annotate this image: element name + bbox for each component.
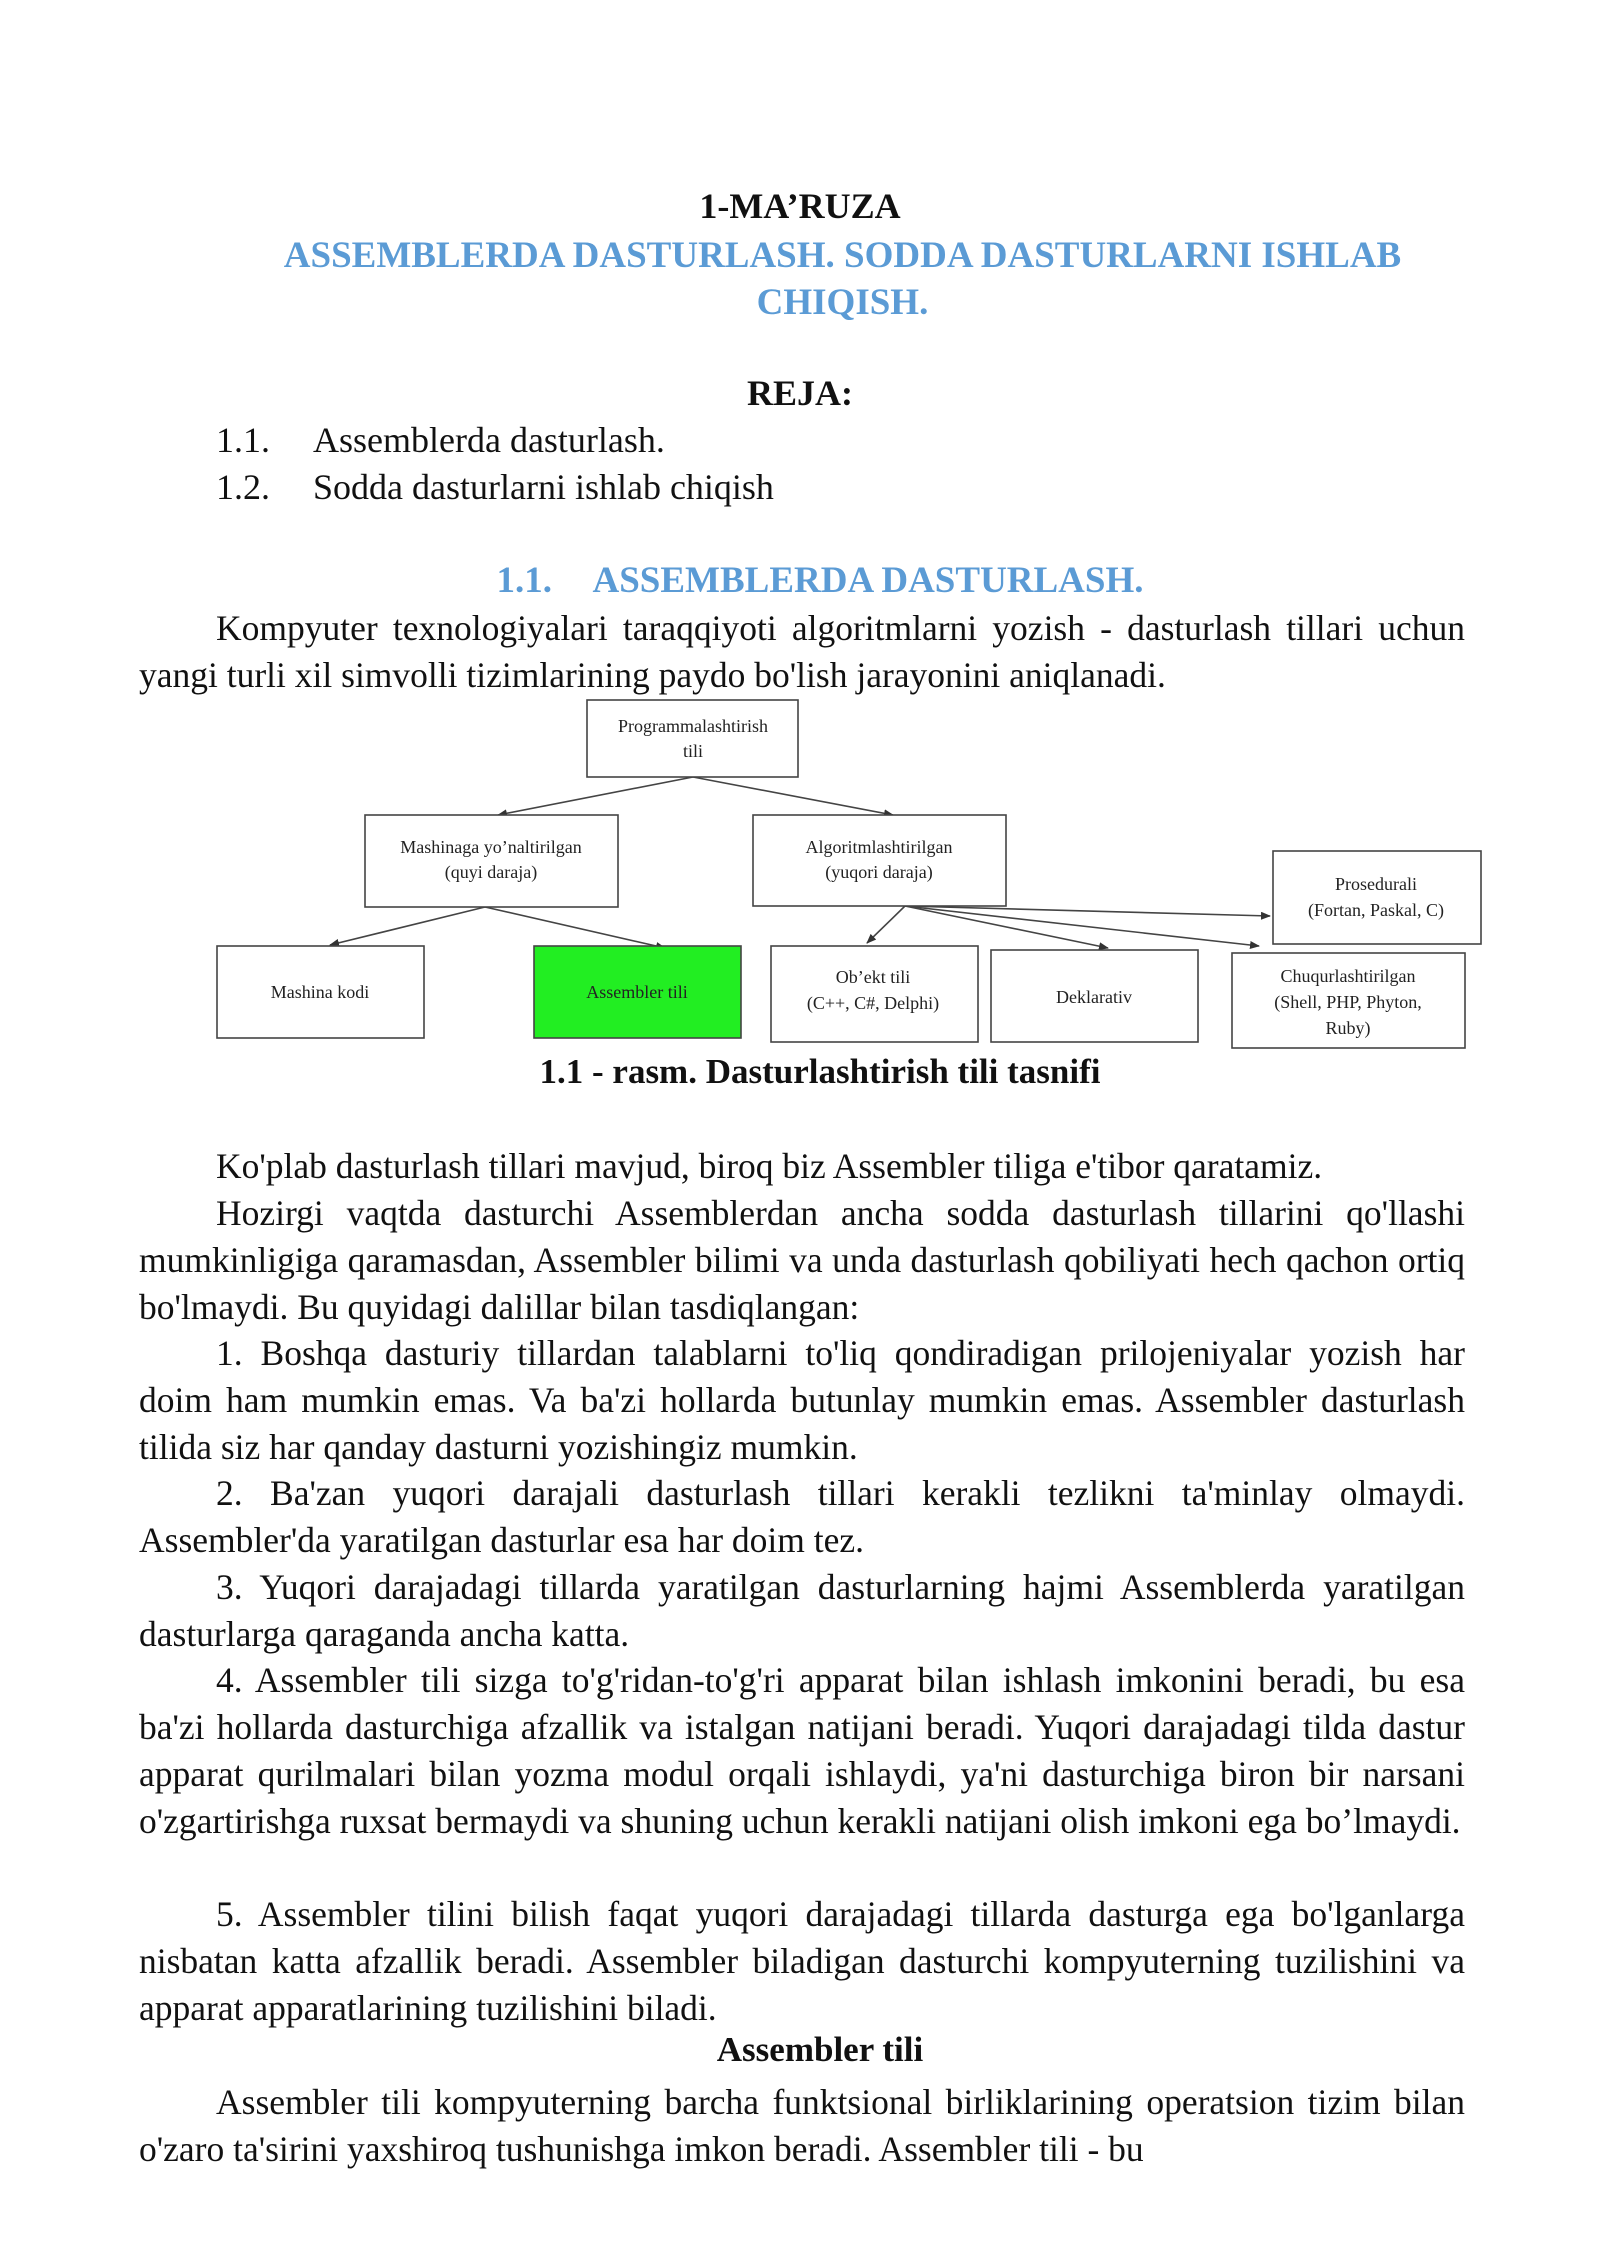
procedural-label: Prosedurali (Fortan, Paskal, C) (1308, 874, 1444, 920)
section-number: 1.1. (496, 560, 552, 601)
machine-code-label: Mashina kodi (270, 982, 370, 1002)
algorithmic-box (753, 815, 1006, 906)
language-classification-diagram (0, 0, 1600, 1060)
plan-item-number: 1.1. (216, 420, 270, 460)
object-language-label: Ob’ekt tili (C++, C#, Delphi) (806, 967, 940, 1013)
intro-paragraph: Kompyuter texnologiyalari taraqqiyoti algoritmlarni yozish - dasturlash tillari uchun yangi turli xil simvolli tizimlarining paydo bo'lish jarayonini aniqlanadi. (139, 608, 1465, 695)
list-item-paragraph: 3. Yuqori darajadagi tillarda yaratilgan dasturlarning hajmi Assemblerda yaratilgan dasturlarga qaraganda ancha katta. (139, 1567, 1465, 1654)
declarative-label: Deklarativ (1056, 987, 1132, 1007)
plan-item-number: 1.2. (216, 467, 270, 507)
plan-heading: REJA: (747, 373, 853, 413)
list-item-paragraph: 2. Ba'zan yuqori darajali dasturlash tillari kerakli tezlikni ta'minlay olmaydi. Assembler'da yaratilgan dasturlar esa har doim tez. (139, 1473, 1465, 1560)
list-item-paragraph: 4. Assembler tili sizga to'g'ridan-to'g'ri apparat bilan ishlash imkonini beradi, bu esa ba'zi hollarda dasturchiga afzallik va istalgan natijani beradi. Yuqori darajadagi tilda dastur apparat qurilmalari bilan yozma modul orqali ishlaydi, ya'ni dasturchiga biron bir narsani o'zgartirishga ruxsat bermaydi va shuning uchun kerakli natijani olish imkoni ega bo’lmaydi. (139, 1660, 1465, 1841)
body-paragraph: Assembler tili kompyuterning barcha funktsional birliklarining operatsion tizim bilan o'zaro ta'sirini yaxshiroq tushunishga imkon beradi. Assembler tili - bu (139, 2082, 1465, 2169)
section-title: ASSEMBLERDA DASTURLASH. (592, 560, 1144, 601)
body-paragraph: Ko'plab dasturlash tillari mavjud, biroq biz Assembler tiliga e'tibor qaratamiz. (216, 1146, 1323, 1186)
subheading: Assembler tili (716, 2030, 924, 2069)
plan-item-text: Assemblerda dasturlash. (313, 420, 665, 460)
body-paragraph: Hozirgi vaqtda dasturchi Assemblerdan ancha sodda dasturlash tillarini qo'llashi mumkinligiga qaramasdan, Assembler bilimi va unda dasturlash qobiliyati hech qachon ortiq bo'lmaydi. Bu quyidagi dalillar bilan tasdiqlangan: (139, 1193, 1465, 1327)
procedural-box (1273, 851, 1481, 944)
assembler-label: Assembler tili (586, 982, 688, 1002)
algorithmic-label: Algoritmlashtirilgan (yuqori daraja) (805, 837, 953, 882)
lecture-number: 1-MA’RUZA (699, 186, 901, 226)
figure-caption: 1.1 - rasm. Dasturlashtirish tili tasnifi (539, 1052, 1101, 1091)
document-title: ASSEMBLERDA DASTURLASH. SODDA DASTURLARNI ISHLAB CHIQISH. (283, 235, 1402, 323)
list-item-paragraph: 1. Boshqa dasturiy tillardan talablarni to'liq qondiradigan prilojeniyalar yozish har doim ham mumkin emas. Va ba'zi hollarda butunlay mumkin emas. Assembler dasturlash tilida siz har qanday dasturni yozishingiz mumkin. (139, 1333, 1465, 1467)
machine-oriented-box (365, 815, 618, 907)
root-box (587, 700, 798, 777)
deep-language-label: Chuqurlashtirilgan (Shell, PHP, Phyton, Ruby) (1274, 966, 1422, 1038)
root-label: Programmalashtirish tili (618, 716, 768, 761)
machine-oriented-label: Mashinaga yo’naltirilgan (quyi daraja) (400, 837, 582, 882)
list-item-paragraph: 5. Assembler tilini bilish faqat yuqori darajadagi tillarda dasturga ega bo'lganlarga nisbatan katta afzallik beradi. Assembler biladigan dasturchi kompyuterning tuzilishini va apparat apparatlarining tuzilishini biladi. (139, 1894, 1465, 2028)
plan-item-text: Sodda dasturlarni ishlab chiqish (313, 467, 774, 507)
